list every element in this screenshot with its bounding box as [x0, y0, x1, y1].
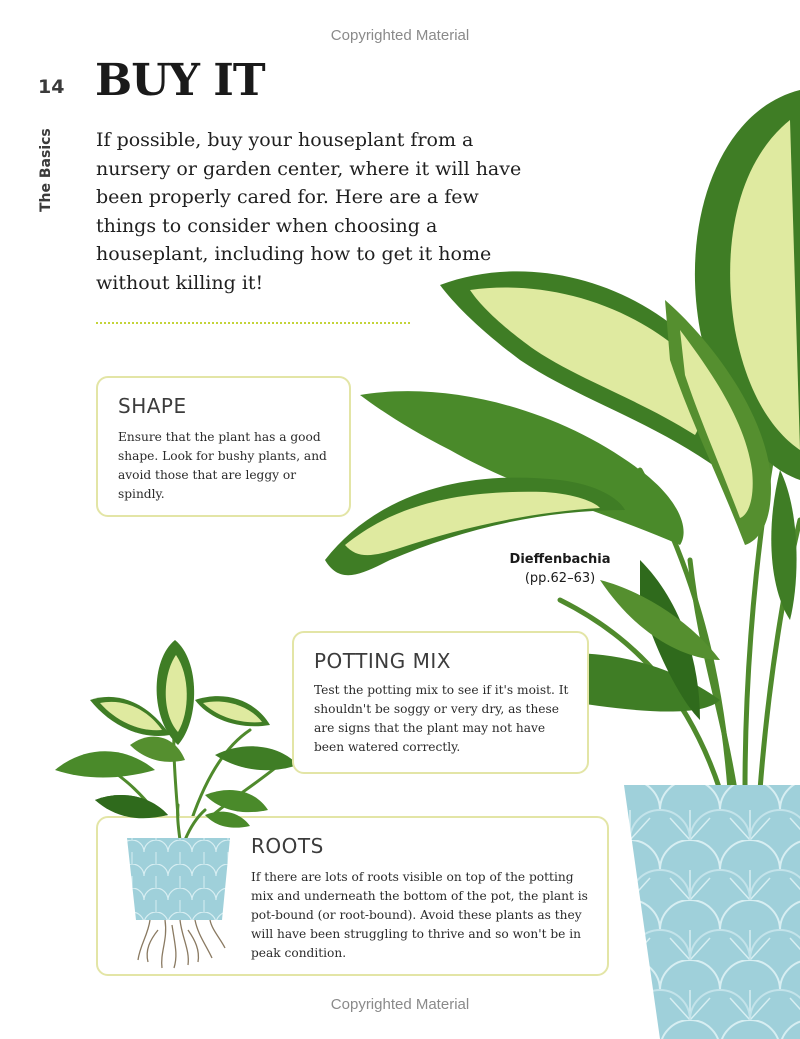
tip-box-roots — [96, 816, 609, 976]
page-number: 14 — [38, 76, 65, 98]
copyright-notice-bottom: Copyrighted Material — [330, 996, 470, 1013]
plant-page-reference: (pp.62–63) — [524, 571, 596, 586]
tip-heading: SHAPE — [118, 394, 187, 418]
tip-box-shape — [96, 376, 351, 517]
tip-box-potting-mix — [292, 631, 589, 774]
tip-heading: POTTING MIX — [314, 649, 451, 673]
page-title: BUY IT — [95, 55, 265, 106]
tip-body: Ensure that the plant has a good shape. Look for bushy plants, and avoid those that are leggy or spindly. — [118, 430, 327, 501]
tip-heading: ROOTS — [251, 834, 324, 858]
tip-body: If there are lots of roots visible on top of the potting mix and underneath the bottom of the pot, the plant is pot-bound (or root-bound). Avoid these plants as they will have been struggling to thrive and so won't be in peak condition. — [251, 870, 588, 960]
large-leaves — [325, 90, 800, 720]
intro-paragraph: If possible, buy your houseplant from a nursery or garden center, where it will have been properly cared for. Here are a few things to consider when choosing a houseplant, including how to get it home without killing it! — [96, 129, 522, 294]
plant-caption — [490, 550, 630, 588]
section-label: The Basics — [38, 128, 54, 212]
plant-name: Dieffenbachia — [509, 552, 611, 567]
tip-body: Test the potting mix to see if it's moist. It shouldn't be soggy or very dry, as these are signs that the plant may not have been watered correctly. — [314, 683, 569, 754]
copyright-notice-top: Copyrighted Material — [330, 27, 470, 44]
